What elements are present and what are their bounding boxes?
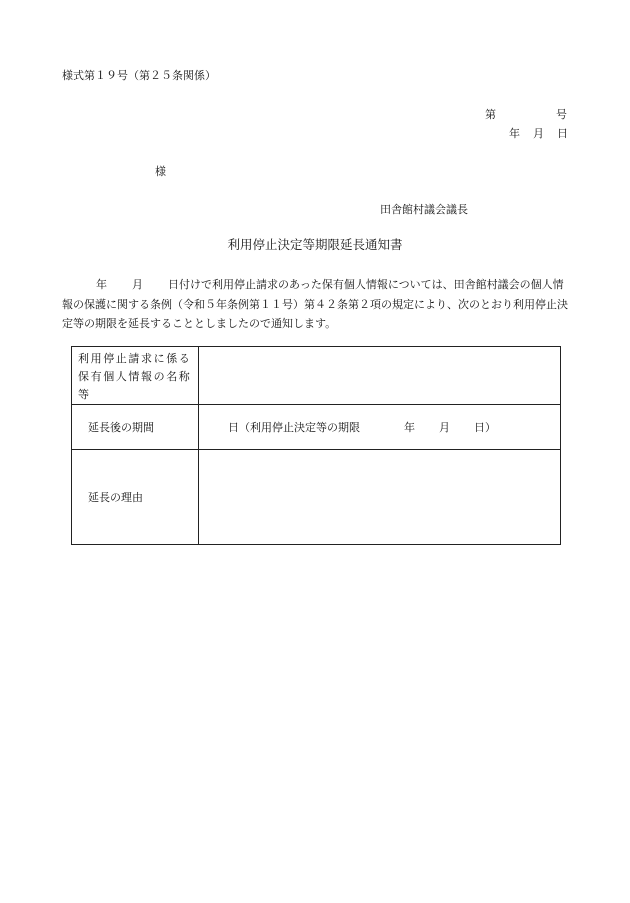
body-paragraph bbox=[62, 275, 570, 334]
extension-reason-value bbox=[199, 450, 561, 545]
form-number: 様式第１９号（第２５条関係） bbox=[62, 69, 216, 82]
extended-period-day: 日（利用停止決定等の期限 bbox=[228, 421, 360, 434]
info-name-value bbox=[199, 347, 561, 405]
info-table bbox=[71, 346, 561, 545]
extension-reason-label-cell bbox=[72, 450, 199, 545]
recipient-honorific: 様 bbox=[155, 165, 166, 178]
table-row bbox=[72, 347, 561, 405]
extended-period-value bbox=[199, 405, 561, 450]
info-name-label: 利用停止請求に係る保有個人情報の名称等 bbox=[78, 351, 192, 401]
extended-period-month: 月 bbox=[439, 421, 450, 434]
body-month: 月 bbox=[132, 278, 143, 291]
extended-period-label-cell bbox=[72, 405, 199, 450]
document-number-prefix: 第 bbox=[485, 108, 496, 121]
extended-period-year: 年 bbox=[404, 421, 415, 434]
table-row bbox=[72, 405, 561, 450]
sender-title: 田舎館村議会議長 bbox=[380, 203, 468, 216]
document-number-suffix: 号 bbox=[556, 108, 567, 121]
body-year: 年 bbox=[96, 278, 107, 291]
date-day: 日 bbox=[557, 127, 568, 140]
extended-period-day-close: 日） bbox=[474, 421, 496, 434]
extended-period-label: 延長後の期間 bbox=[88, 421, 154, 434]
date-year: 年 bbox=[509, 127, 520, 140]
info-name-label-cell bbox=[72, 347, 199, 405]
extension-reason-label: 延長の理由 bbox=[88, 491, 143, 504]
table-row bbox=[72, 450, 561, 545]
body-text: 日付けで利用停止請求のあった保有個人情報については、田舎館村議会の個人情報の保護に関する条例（令和５年条例第１１号）第４２条第２項の規定により、次のとおり利用停止決定等の期限を延長することとしましたので通知します。 bbox=[62, 278, 568, 330]
date-month: 月 bbox=[533, 127, 544, 140]
document-title: 利用停止決定等期限延長通知書 bbox=[227, 237, 403, 252]
